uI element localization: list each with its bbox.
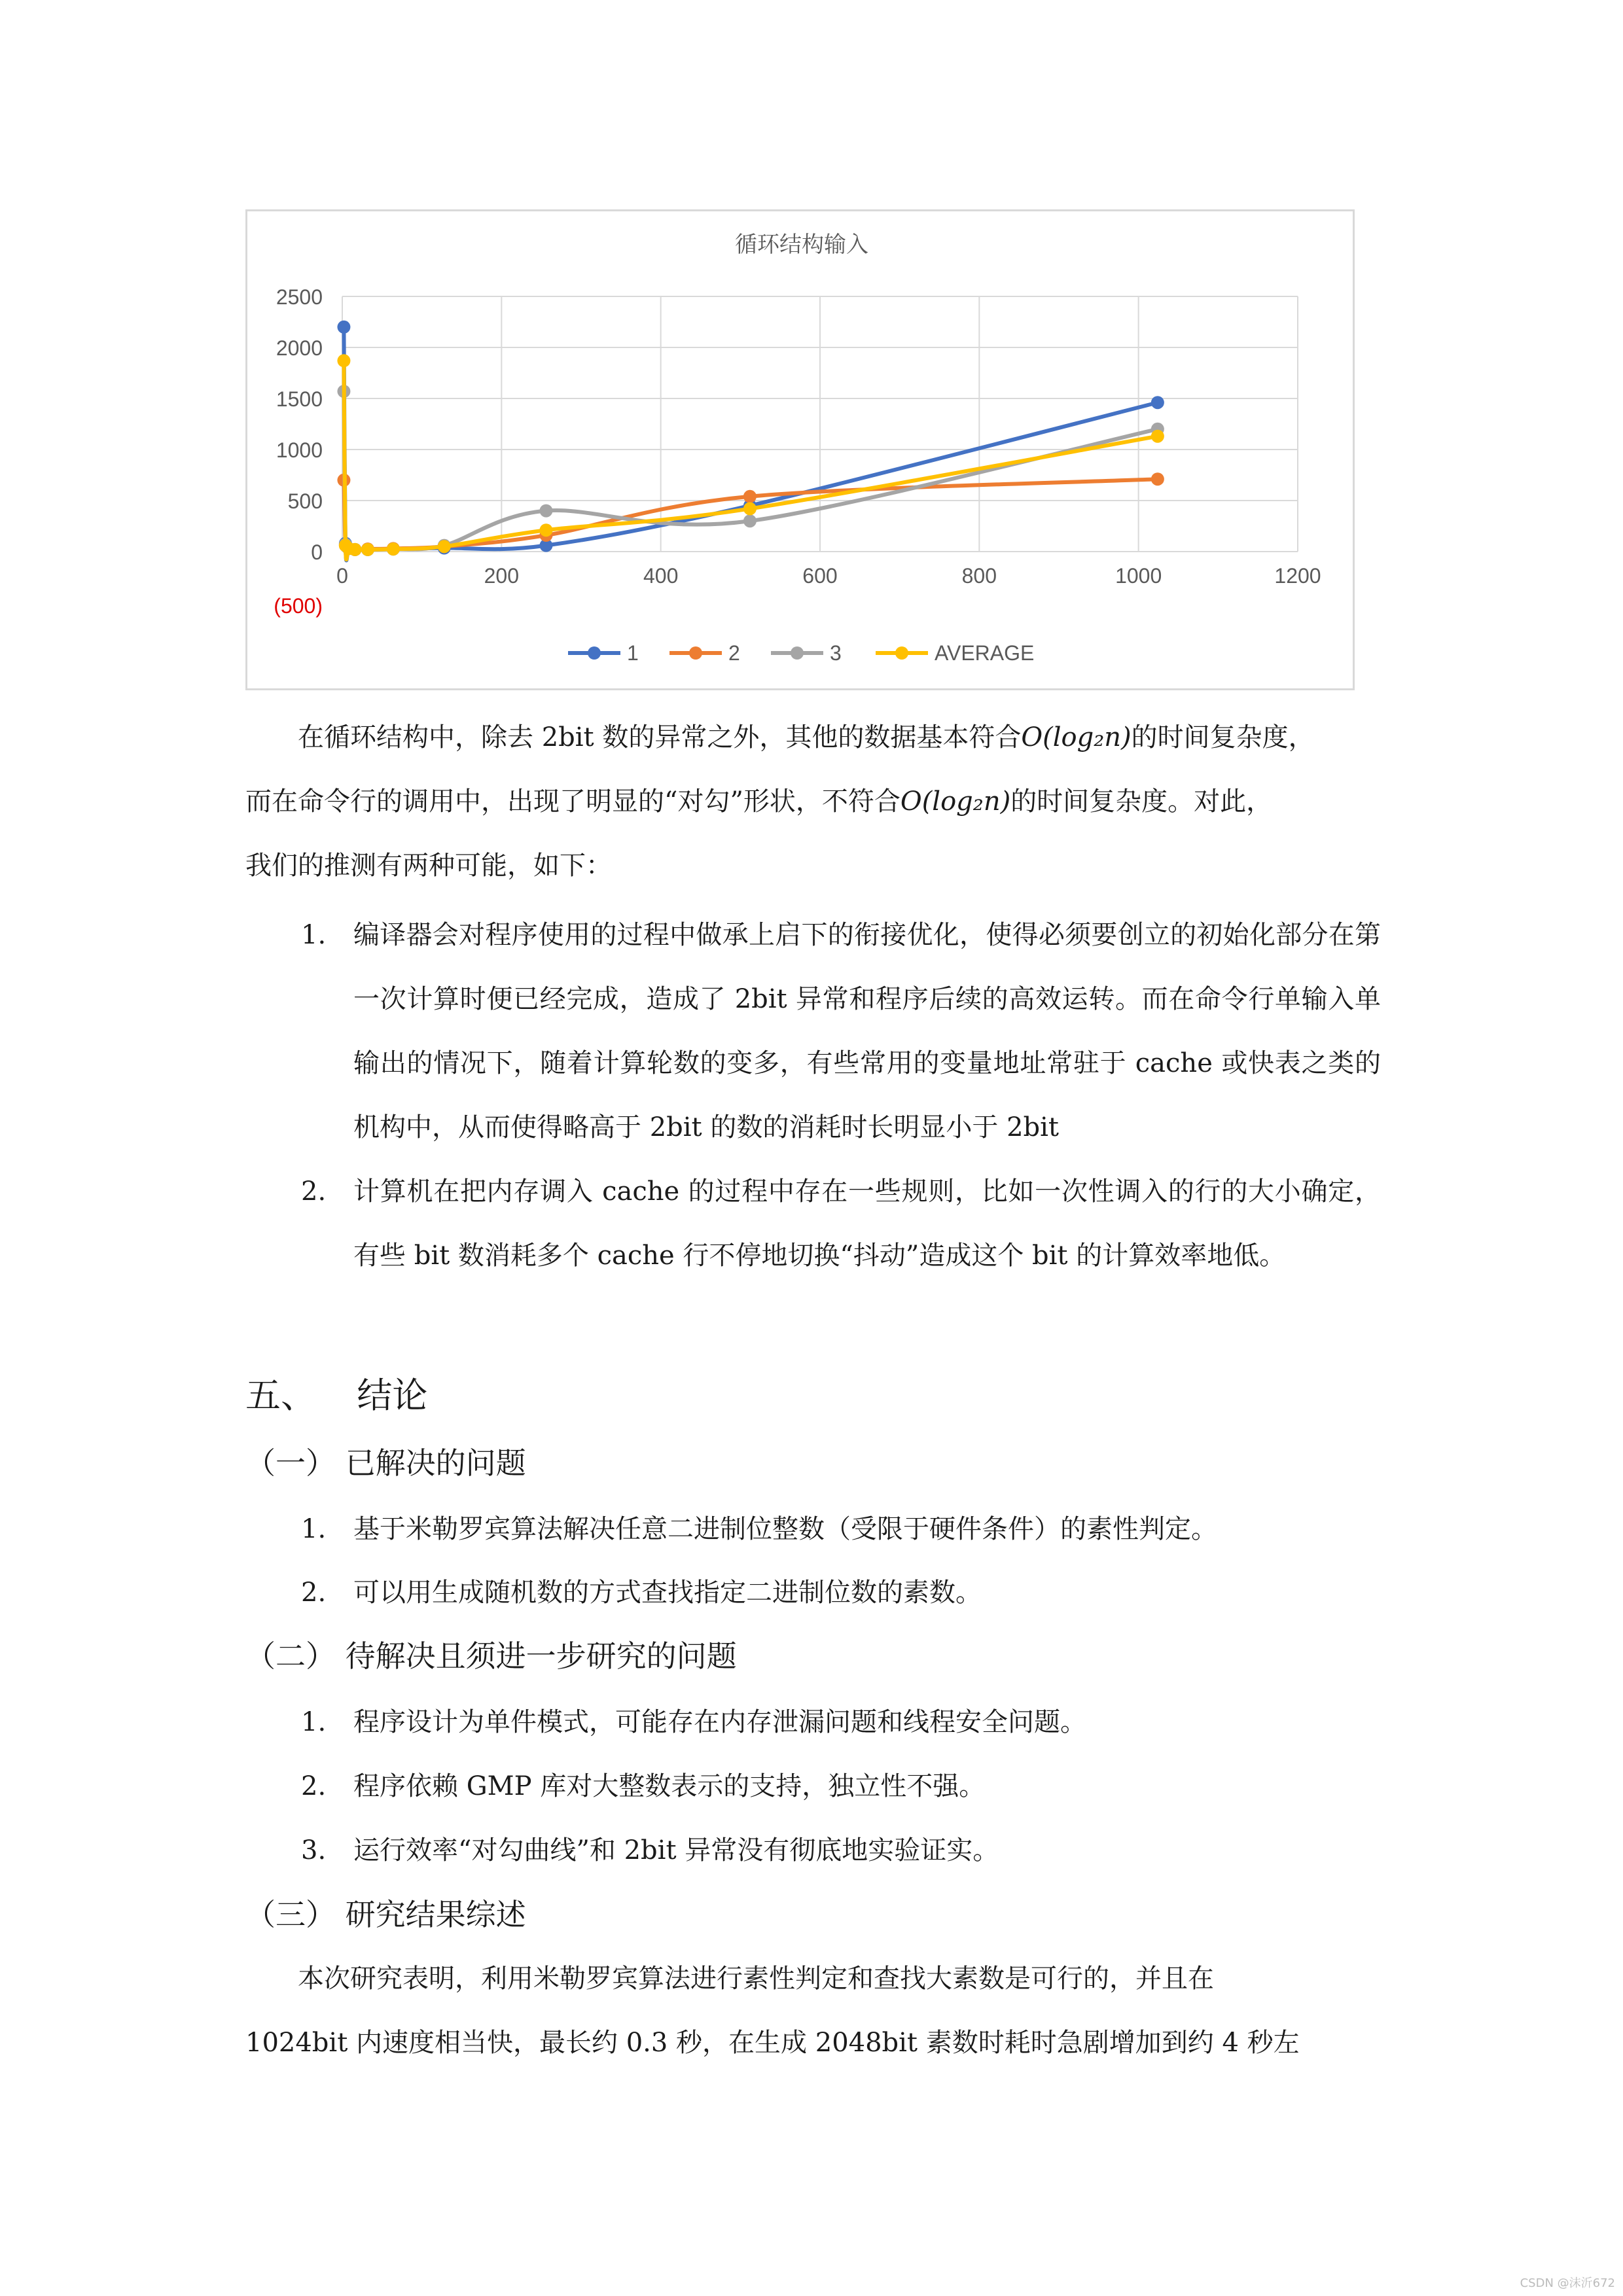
solved-item-2: [301, 1572, 982, 1609]
line-chart: [247, 211, 1357, 692]
subsection-3-heading: （三） 研究结果综述: [245, 1897, 526, 1932]
list-number: 2.: [301, 1771, 327, 1801]
summary-text-2: 1024bit 内速度相当快，最长约 0.3 秒，在生成 2048bit 素数时耗时急剧增加到约 4 秒左: [245, 2028, 1300, 2058]
legend-marker: [689, 646, 702, 660]
legend-marker: [588, 646, 601, 660]
summary-line-2: [245, 2022, 1378, 2059]
data-point: [361, 543, 374, 556]
x-tick-label: 400: [643, 564, 679, 588]
list-number: 3.: [301, 1835, 327, 1865]
data-point: [438, 540, 451, 553]
math-complexity: O(log₂n): [1021, 722, 1132, 752]
x-tick-label: 600: [802, 564, 838, 588]
todo-item-3: [301, 1829, 999, 1867]
list-text: 程序设计为单件模式，可能存在内存泄漏问题和线程安全问题。: [353, 1707, 1086, 1737]
legend-label: AVERAGE: [935, 641, 1035, 665]
y-tick-label: 2500: [276, 285, 323, 309]
x-tick-label: 800: [961, 564, 997, 588]
x-tick-label: 1000: [1115, 564, 1162, 588]
subsection-2-heading: （二） 待解决且须进一步研究的问题: [245, 1638, 737, 1674]
y-tick-label: (500): [274, 594, 323, 618]
list-number: 2.: [301, 1176, 327, 1207]
para1-line2: [245, 781, 1378, 818]
para1-text-b: 的时间复杂度，: [1131, 722, 1315, 752]
list-text: 可以用生成随机数的方式查找指定二进制位数的素数。: [353, 1578, 982, 1608]
data-point: [337, 321, 350, 334]
x-axis-ticks: [336, 564, 1321, 588]
chart-series: [337, 321, 1164, 561]
x-tick-label: 1200: [1274, 564, 1321, 588]
list-number: 1.: [301, 1514, 327, 1544]
y-tick-label: 0: [311, 540, 323, 564]
data-point: [743, 514, 757, 527]
y-tick-label: 1500: [276, 387, 323, 411]
data-point: [743, 502, 757, 515]
list-text: 编译器会对程序使用的过程中做承上启下的衔接优化，使得必须要创立的初始化部分在第一次计算时便已经完成，造成了 2bit 异常和程序后续的高效运转。而在命令行单输入单输出的情况下，随着计算轮数的变多，有些常用的变量地址常驻于 cache 或快表之类的机构中，从而使得略高于 2bit 的数的消耗时长明显小于 2bit: [353, 920, 1381, 1142]
subsection-1-heading: （一） 已解决的问题: [245, 1445, 526, 1481]
todo-item-2: [301, 1765, 985, 1803]
summary-line-1: [245, 1958, 1378, 1995]
list-text: 计算机在把内存调入 cache 的过程中存在一些规则，比如一次性调入的行的大小确定，有些 bit 数消耗多个 cache 行不停地切换“抖动”造成这个 bit 的计算效率地低。: [353, 1176, 1381, 1271]
x-tick-label: 200: [484, 564, 520, 588]
data-point: [1151, 472, 1164, 486]
series-line-average: [344, 361, 1157, 559]
section-number: 五、: [245, 1375, 316, 1416]
legend-marker: [791, 646, 804, 660]
list-text: 运行效率“对勾曲线”和 2bit 异常没有彻底地实验证实。: [353, 1835, 999, 1865]
para1-text-a: 在循环结构中，除去 2bit 数的异常之外，其他的数据基本符合: [298, 722, 1022, 752]
section-heading: [245, 1368, 427, 1418]
chart-legend: [568, 641, 1034, 665]
series-line-3: [344, 391, 1157, 557]
data-point: [743, 490, 757, 503]
data-point: [539, 504, 552, 518]
y-tick-label: 2000: [276, 336, 323, 360]
x-tick-label: 0: [336, 564, 348, 588]
section-title: 结论: [357, 1375, 428, 1416]
y-tick-label: 500: [287, 489, 323, 513]
chart-title: 循环结构输入: [735, 232, 868, 257]
para1-text-d: 的时间复杂度。对此，: [1010, 786, 1273, 817]
para1-line3: [245, 845, 1378, 882]
data-point: [387, 542, 400, 556]
data-point: [1151, 396, 1164, 409]
y-axis-ticks: [274, 285, 323, 618]
legend-marker: [895, 646, 908, 660]
data-point: [337, 354, 350, 367]
todo-item-1: [301, 1701, 1086, 1739]
list-number: 1.: [301, 920, 327, 950]
legend-label: 2: [728, 641, 740, 665]
chart-container: [245, 209, 1355, 690]
summary-text-1: 本次研究表明，利用米勒罗宾算法进行素性判定和查找大素数是可行的，并且在: [298, 1964, 1214, 1994]
y-tick-label: 1000: [276, 438, 323, 462]
legend-label: 1: [627, 641, 639, 665]
data-point: [539, 523, 552, 537]
para1-text-c: 而在命令行的调用中，出现了明显的“对勾”形状，不符合: [245, 786, 901, 817]
data-point: [1151, 430, 1164, 443]
solved-item-1: [301, 1508, 1217, 1545]
para1-text-e: 我们的推测有两种可能，如下：: [245, 851, 612, 881]
list-number: 2.: [301, 1578, 327, 1608]
math-complexity-2: O(log₂n): [900, 786, 1011, 817]
list-text: 程序依赖 GMP 库对大整数表示的支持，独立性不强。: [353, 1771, 986, 1801]
list-text: 基于米勒罗宾算法解决任意二进制位整数（受限于硬件条件）的素性判定。: [353, 1514, 1217, 1544]
data-point: [348, 543, 361, 556]
para1-line1: [245, 716, 1378, 754]
legend-label: 3: [830, 641, 842, 665]
list-number: 1.: [301, 1707, 327, 1737]
watermark: CSDN @沫沂672: [1520, 2276, 1615, 2290]
